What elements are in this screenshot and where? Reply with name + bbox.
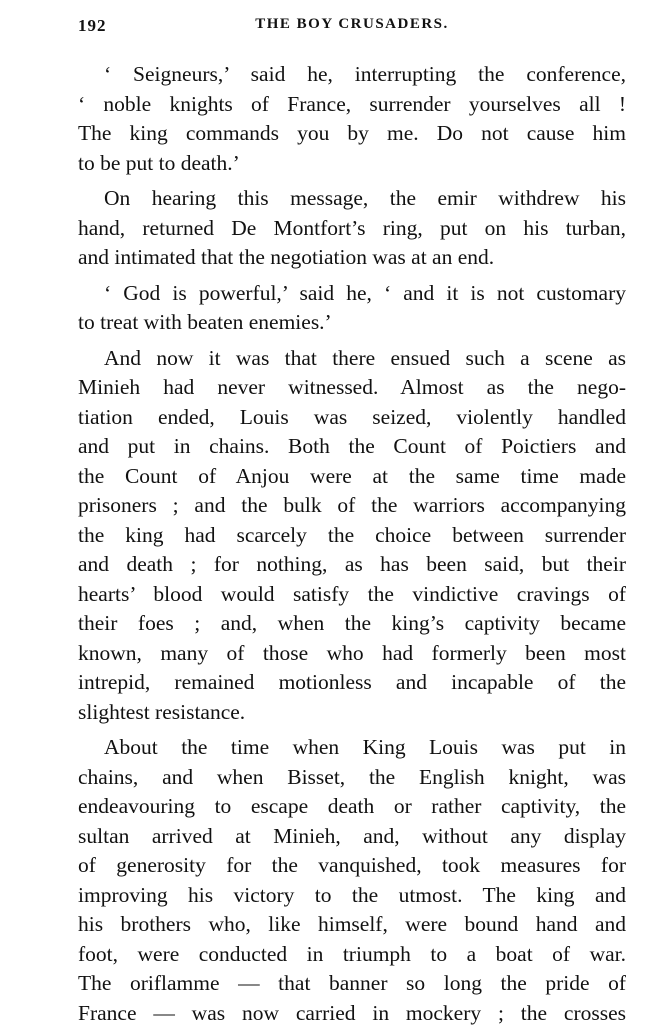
text-line: his brothers who, like himself, were bound hand and	[78, 910, 626, 940]
text-line: prisoners ; and the bulk of the warriors accompanying	[78, 491, 626, 521]
text-line: chains, and when Bisset, the English knight, was	[78, 763, 626, 793]
text-line: to be put to death.’	[78, 149, 626, 179]
text-line: slightest resistance.	[78, 698, 626, 728]
text-line: improving his victory to the utmost. The king and	[78, 881, 626, 911]
text-line: ‘ God is powerful,’ said he, ‘ and it is not customary	[78, 279, 626, 309]
body-text	[78, 60, 626, 1028]
text-line: and intimated that the negotiation was at an end.	[78, 243, 626, 273]
book-title: THE BOY CRUSADERS.	[78, 16, 626, 33]
text-line: to treat with beaten enemies.’	[78, 308, 626, 338]
text-line: of generosity for the vanquished, took measures for	[78, 851, 626, 881]
paragraph	[78, 733, 626, 1028]
text-line: intrepid, remained motionless and incapable of the	[78, 668, 626, 698]
page-number: 192	[78, 16, 107, 36]
text-line: and put in chains. Both the Count of Poictiers and	[78, 432, 626, 462]
text-line: endeavouring to escape death or rather captivity, the	[78, 792, 626, 822]
text-line: their foes ; and, when the king’s captivity became	[78, 609, 626, 639]
text-line: sultan arrived at Minieh, and, without any display	[78, 822, 626, 852]
paragraph	[78, 60, 626, 178]
text-line: hearts’ blood would satisfy the vindictive cravings of	[78, 580, 626, 610]
text-line: tiation ended, Louis was seized, violently handled	[78, 403, 626, 433]
paragraph	[78, 344, 626, 728]
text-line: known, many of those who had formerly been most	[78, 639, 626, 669]
paragraph	[78, 279, 626, 338]
text-line: The oriflamme — that banner so long the pride of	[78, 969, 626, 999]
text-line: The king commands you by me. Do not cause him	[78, 119, 626, 149]
text-line: foot, were conducted in triumph to a boat of war.	[78, 940, 626, 970]
text-line: On hearing this message, the emir withdrew his	[78, 184, 626, 214]
running-head	[78, 16, 626, 38]
text-line: About the time when King Louis was put in	[78, 733, 626, 763]
text-line: And now it was that there ensued such a scene as	[78, 344, 626, 374]
text-line: Minieh had never witnessed. Almost as the nego-	[78, 373, 626, 403]
text-line: hand, returned De Montfort’s ring, put on his turban,	[78, 214, 626, 244]
text-line: and death ; for nothing, as has been said, but their	[78, 550, 626, 580]
text-line: ‘ Seigneurs,’ said he, interrupting the conference,	[78, 60, 626, 90]
text-line: the Count of Anjou were at the same time made	[78, 462, 626, 492]
text-line: ‘ noble knights of France, surrender yourselves all !	[78, 90, 626, 120]
paragraph	[78, 184, 626, 273]
text-line: the king had scarcely the choice between surrender	[78, 521, 626, 551]
text-line: France — was now carried in mockery ; the crosses	[78, 999, 626, 1028]
